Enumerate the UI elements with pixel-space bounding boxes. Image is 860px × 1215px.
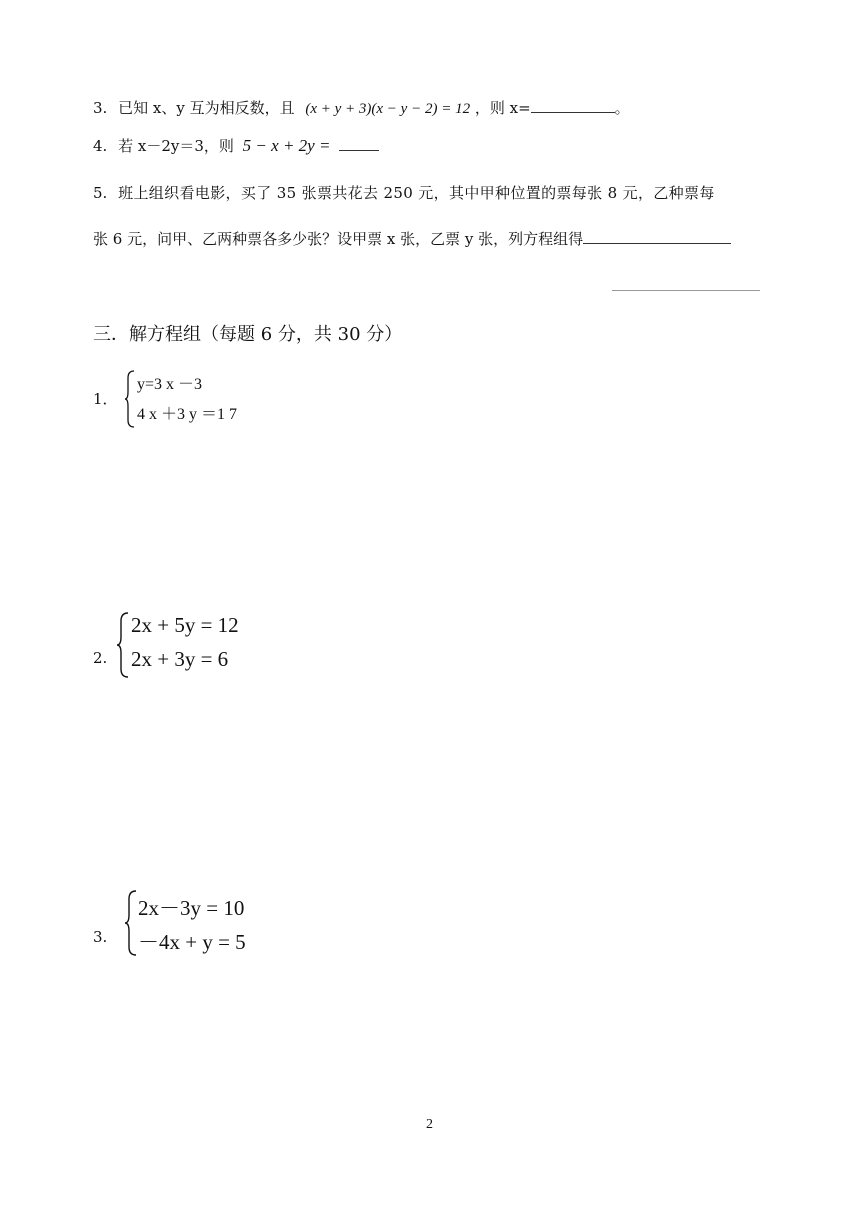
problem-1-brace: [124, 370, 136, 428]
question-3-end-mark: 。: [614, 99, 630, 117]
question-3-formula: (x + y + 3)(x − y − 2) = 12: [305, 101, 471, 117]
question-5-line-2: [93, 228, 731, 249]
problem-2-equation-1: 2x + 5y = 12: [131, 613, 239, 637]
question-4-formula: 5 − x + 2y =: [242, 136, 331, 155]
problem-3-equation-2: －4x + y = 5: [138, 930, 246, 954]
question-5-text-2: 张 6 元，问甲、乙两种票各多少张？设甲票 x 张，乙票 y 张，列方程组得: [93, 230, 584, 248]
problem-2-brace: [116, 612, 130, 678]
problem-1-equation-2: 4 x ＋3 y ＝1 7: [137, 406, 238, 423]
question-5-text-1: 班上组织看电影，买了 35 张票共花去 250 元，其中甲种位置的票每张 8 元，乙种票每: [118, 184, 715, 202]
question-4-text: 若 x－2y＝3，则: [118, 137, 234, 155]
problem-2-number: 2.: [93, 649, 108, 667]
question-5-number: 5.: [93, 184, 108, 202]
question-3: [93, 97, 630, 118]
problem-2-equation-2: 2x + 3y = 6: [131, 647, 229, 671]
problem-3-equation-1: 2x－3y = 10: [138, 896, 245, 920]
question-4: [93, 135, 379, 156]
problem-3-brace: [124, 890, 138, 956]
question-3-text: 已知 x、y 互为相反数，且: [118, 99, 295, 117]
question-3-answer-blank[interactable]: [531, 112, 615, 113]
problem-1-equation-1: y=3 x －3: [137, 376, 203, 393]
question-5-answer-blank-1[interactable]: [583, 243, 731, 244]
problem-3-number: 3.: [93, 928, 108, 946]
section-3-heading: 三．解方程组（每题 6 分，共 30 分）: [93, 324, 403, 345]
question-5-line-1: [93, 182, 715, 203]
problem-1-number: 1．: [93, 390, 118, 408]
question-4-answer-blank[interactable]: [339, 150, 379, 151]
question-4-number: 4.: [93, 137, 108, 155]
question-3-text-after: ，则 x=: [474, 99, 531, 117]
page-number: 2: [426, 1117, 433, 1132]
question-3-number: 3.: [93, 99, 108, 117]
question-5-answer-blank-2[interactable]: [612, 290, 760, 291]
